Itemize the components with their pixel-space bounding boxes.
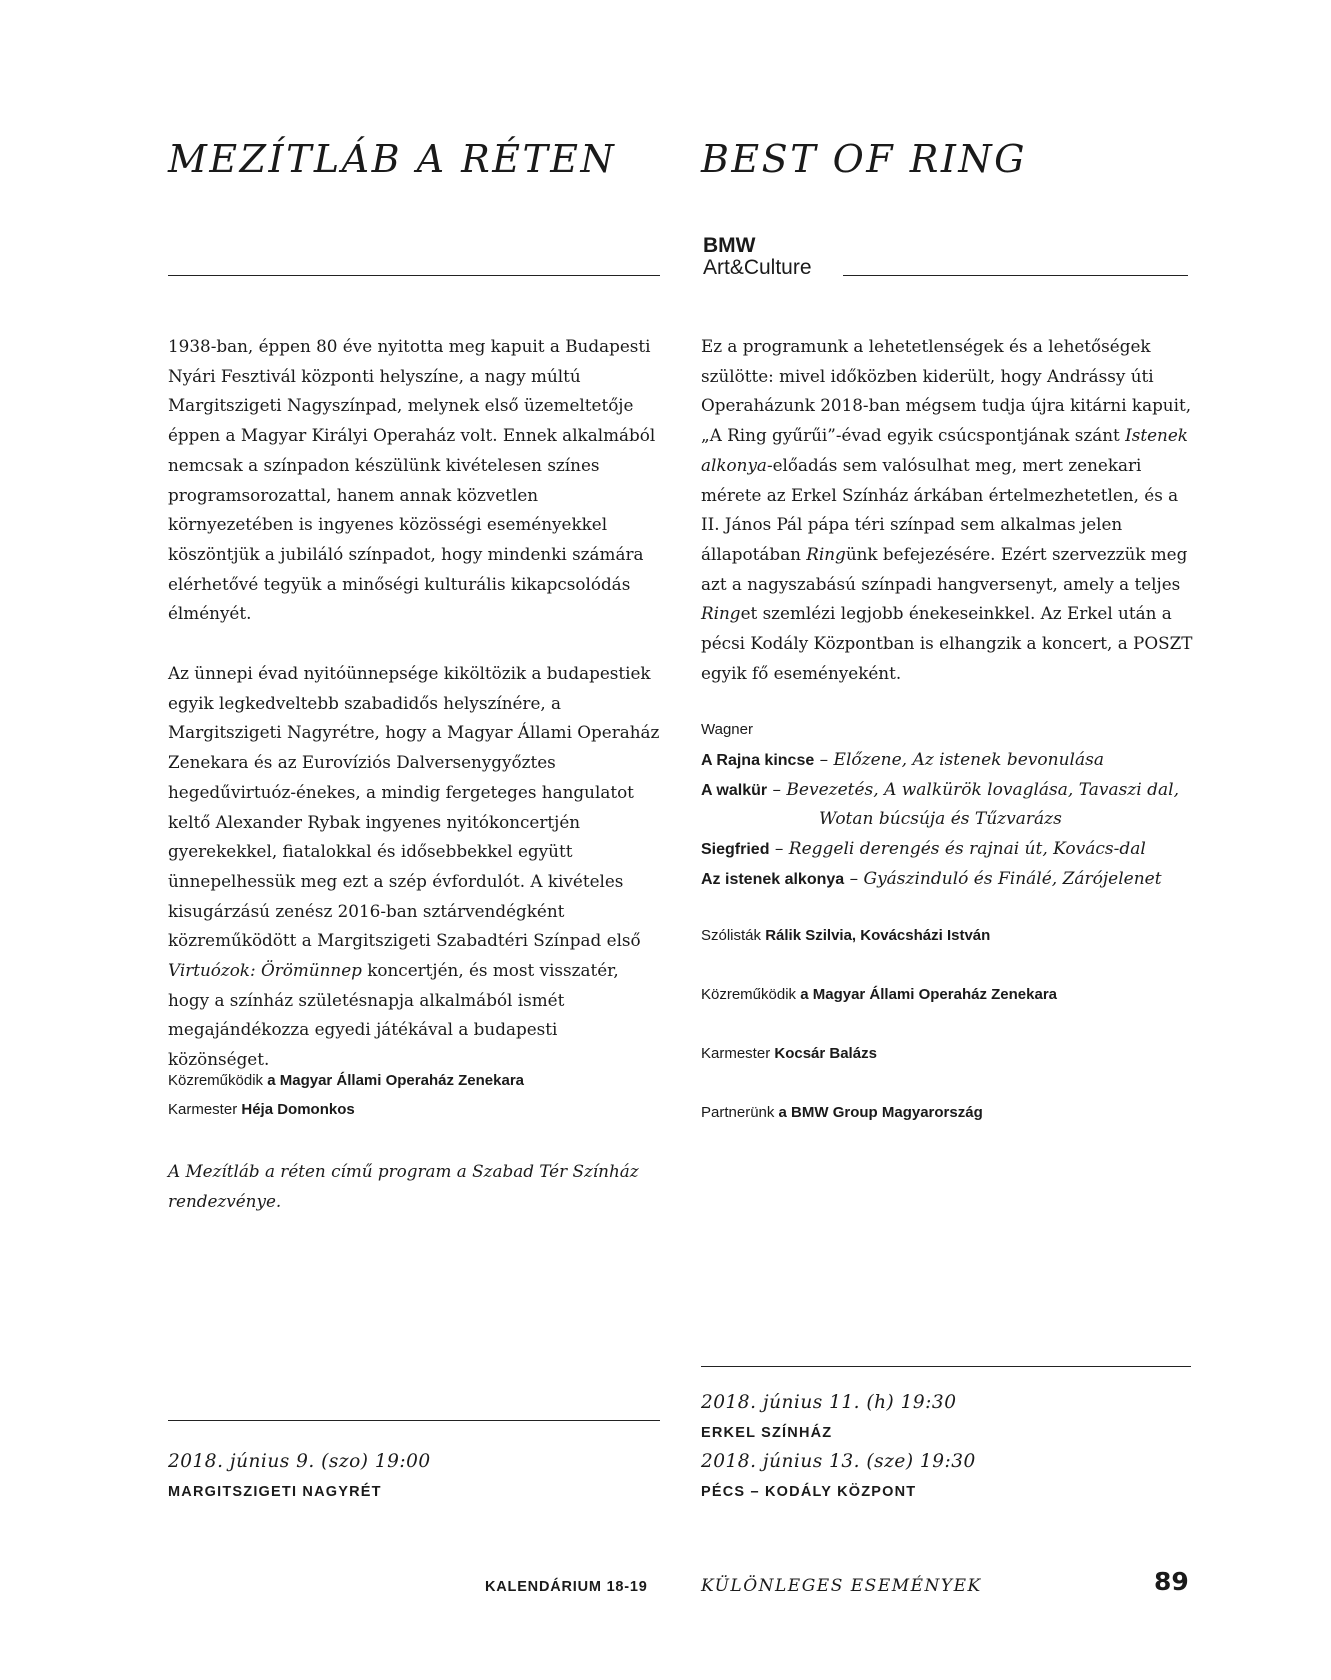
left-credit-conductor: Karmester Héja Domonkos — [168, 1101, 355, 1118]
page-number: 89 — [1154, 1567, 1189, 1596]
right-title: BEST OF RING — [701, 137, 1027, 181]
program-item-istenek-alkonya: Az istenek alkonya – Gyászinduló és Finálé, Zárójelenet — [701, 868, 1162, 889]
left-date-divider — [168, 1420, 660, 1421]
program-item-siegfried: Siegfried – Reggeli derengés és rajnai út, Kovács-dal — [701, 839, 1146, 860]
left-credit-orchestra: Közreműködik a Magyar Állami Operaház Zenekara — [168, 1072, 524, 1089]
bmw-art-culture-logo — [703, 235, 812, 278]
left-event-date: 2018. június 9. (szo) 19:00 — [168, 1451, 431, 1472]
right-body — [701, 332, 1193, 688]
left-body — [168, 332, 660, 1075]
logo-line-art-culture: Art&Culture — [703, 256, 812, 279]
program-item-rajna-kincse: A Rajna kincse – Előzene, Az istenek bevonulása — [701, 750, 1104, 770]
footer-publication: KALENDÁRIUM 18-19 — [485, 1579, 648, 1595]
right-date-divider — [701, 1366, 1191, 1367]
left-paragraph-2: Az ünnepi évad nyitóünnepsége kiköltözik a budapestiek egyik legkedveltebb szabadidős helyszínére, a Margitszigeti Nagyrétre, hogy a Magyar Állami Operaház Zenekara és az Eurovíziós Dalversenygyőztes hegedűvirtuóz-énekes, a mindig fergeteges hangulatot keltő Alexander Rybak ingyenes nyitókoncertjén gyerekekkel, fiatalokkal és idősebbekkel együtt ünnepelhessük meg ezt a szép évfordulót. A kivételes kisugárzású zenész 2016-ban sztárvendégként közreműködött a Margitszigeti Szabadtéri Színpad első Virtuózok: Örömünnep koncertjén, és most visszatér, hogy a színház születésnapja alkalmából ismét megajándékozza egyedi játékával a budapesti közönséget. — [168, 663, 660, 1070]
left-note: A Mezítláb a réten című program a Szabad Tér Színház rendezvénye. — [168, 1161, 639, 1211]
right-credit-partner: Partnerünk a BMW Group Magyarország — [701, 1104, 983, 1121]
program-list — [701, 746, 1179, 895]
footer-section: KÜLÖNLEGES ESEMÉNYEK — [701, 1576, 982, 1596]
right-event-venue-2: PÉCS – KODÁLY KÖZPONT — [701, 1484, 917, 1500]
composer-label: Wagner — [701, 721, 753, 738]
logo-line-bmw: BMW — [703, 234, 756, 257]
right-credit-soloists: Szólisták Rálik Szilvia, Kovácsházi István — [701, 927, 991, 944]
right-title-divider — [843, 275, 1188, 276]
program-item-walkur: A walkür – Bevezetés, A walkürök lovaglása, Tavaszi dal, — [701, 779, 1179, 800]
left-title: MEZÍTLÁB A RÉTEN — [168, 137, 617, 181]
right-credit-conductor: Karmester Kocsár Balázs — [701, 1045, 877, 1062]
right-event-date-2: 2018. június 13. (sze) 19:30 — [701, 1451, 976, 1472]
right-event-date-1: 2018. június 11. (h) 19:30 — [701, 1392, 957, 1413]
right-event-venue-1: ERKEL SZÍNHÁZ — [701, 1425, 833, 1441]
program-item-walkur-continued: Wotan búcsúja és Tűzvarázs — [819, 809, 1062, 830]
left-paragraph-2-italic: Virtuózok: Örömünnep — [168, 960, 362, 981]
right-paragraph: Ez a programunk a lehetetlenségek és a lehetőségek szülötte: mivel időközben kiderült, hogy Andrássy úti Operaházunk 2018-ban mégsem tudja újra kitárni kapuit, „A Ring gyűrűi”-évad egyik csúcspontjának szánt Istenek alkonya-előadás sem valósulhat meg, mert zenekari mérete az Erkel Színház árkában értelmezhetetlen, és a II. János Pál pápa téri színpad sem alkalmas jelen állapotában Ringünk befejezésére. Ezért szervezzük meg azt a nagyszabású színpadi hangversenyt, amely a teljes Ringet szemlézi legjobb énekeseinkkel. Az Erkel után a pécsi Kodály Központban is elhangzik a koncert, a POSZT egyik fő eseményeként. — [701, 336, 1193, 683]
left-title-divider — [168, 275, 660, 276]
left-paragraph-1: 1938-ban, éppen 80 éve nyitotta meg kapuit a Budapesti Nyári Fesztivál központi helyszíne, a nagy múltú Margitszigeti Nagyszínpad, melynek első üzemeltetője éppen a Magyar Királyi Operaház volt. Ennek alkalmából nemcsak a színpadon készülünk kivételesen színes programsorozattal, hanem annak közvetlen környezetében is ingyenes közösségi eseményekkel köszöntjük a jubiláló színpadot, hogy mindenki számára elérhetővé tegyük a minőségi kulturális kikapcsolódás élményét. — [168, 336, 656, 624]
right-credit-orchestra: Közreműködik a Magyar Állami Operaház Zenekara — [701, 986, 1057, 1003]
left-event-venue: MARGITSZIGETI NAGYRÉT — [168, 1484, 382, 1500]
